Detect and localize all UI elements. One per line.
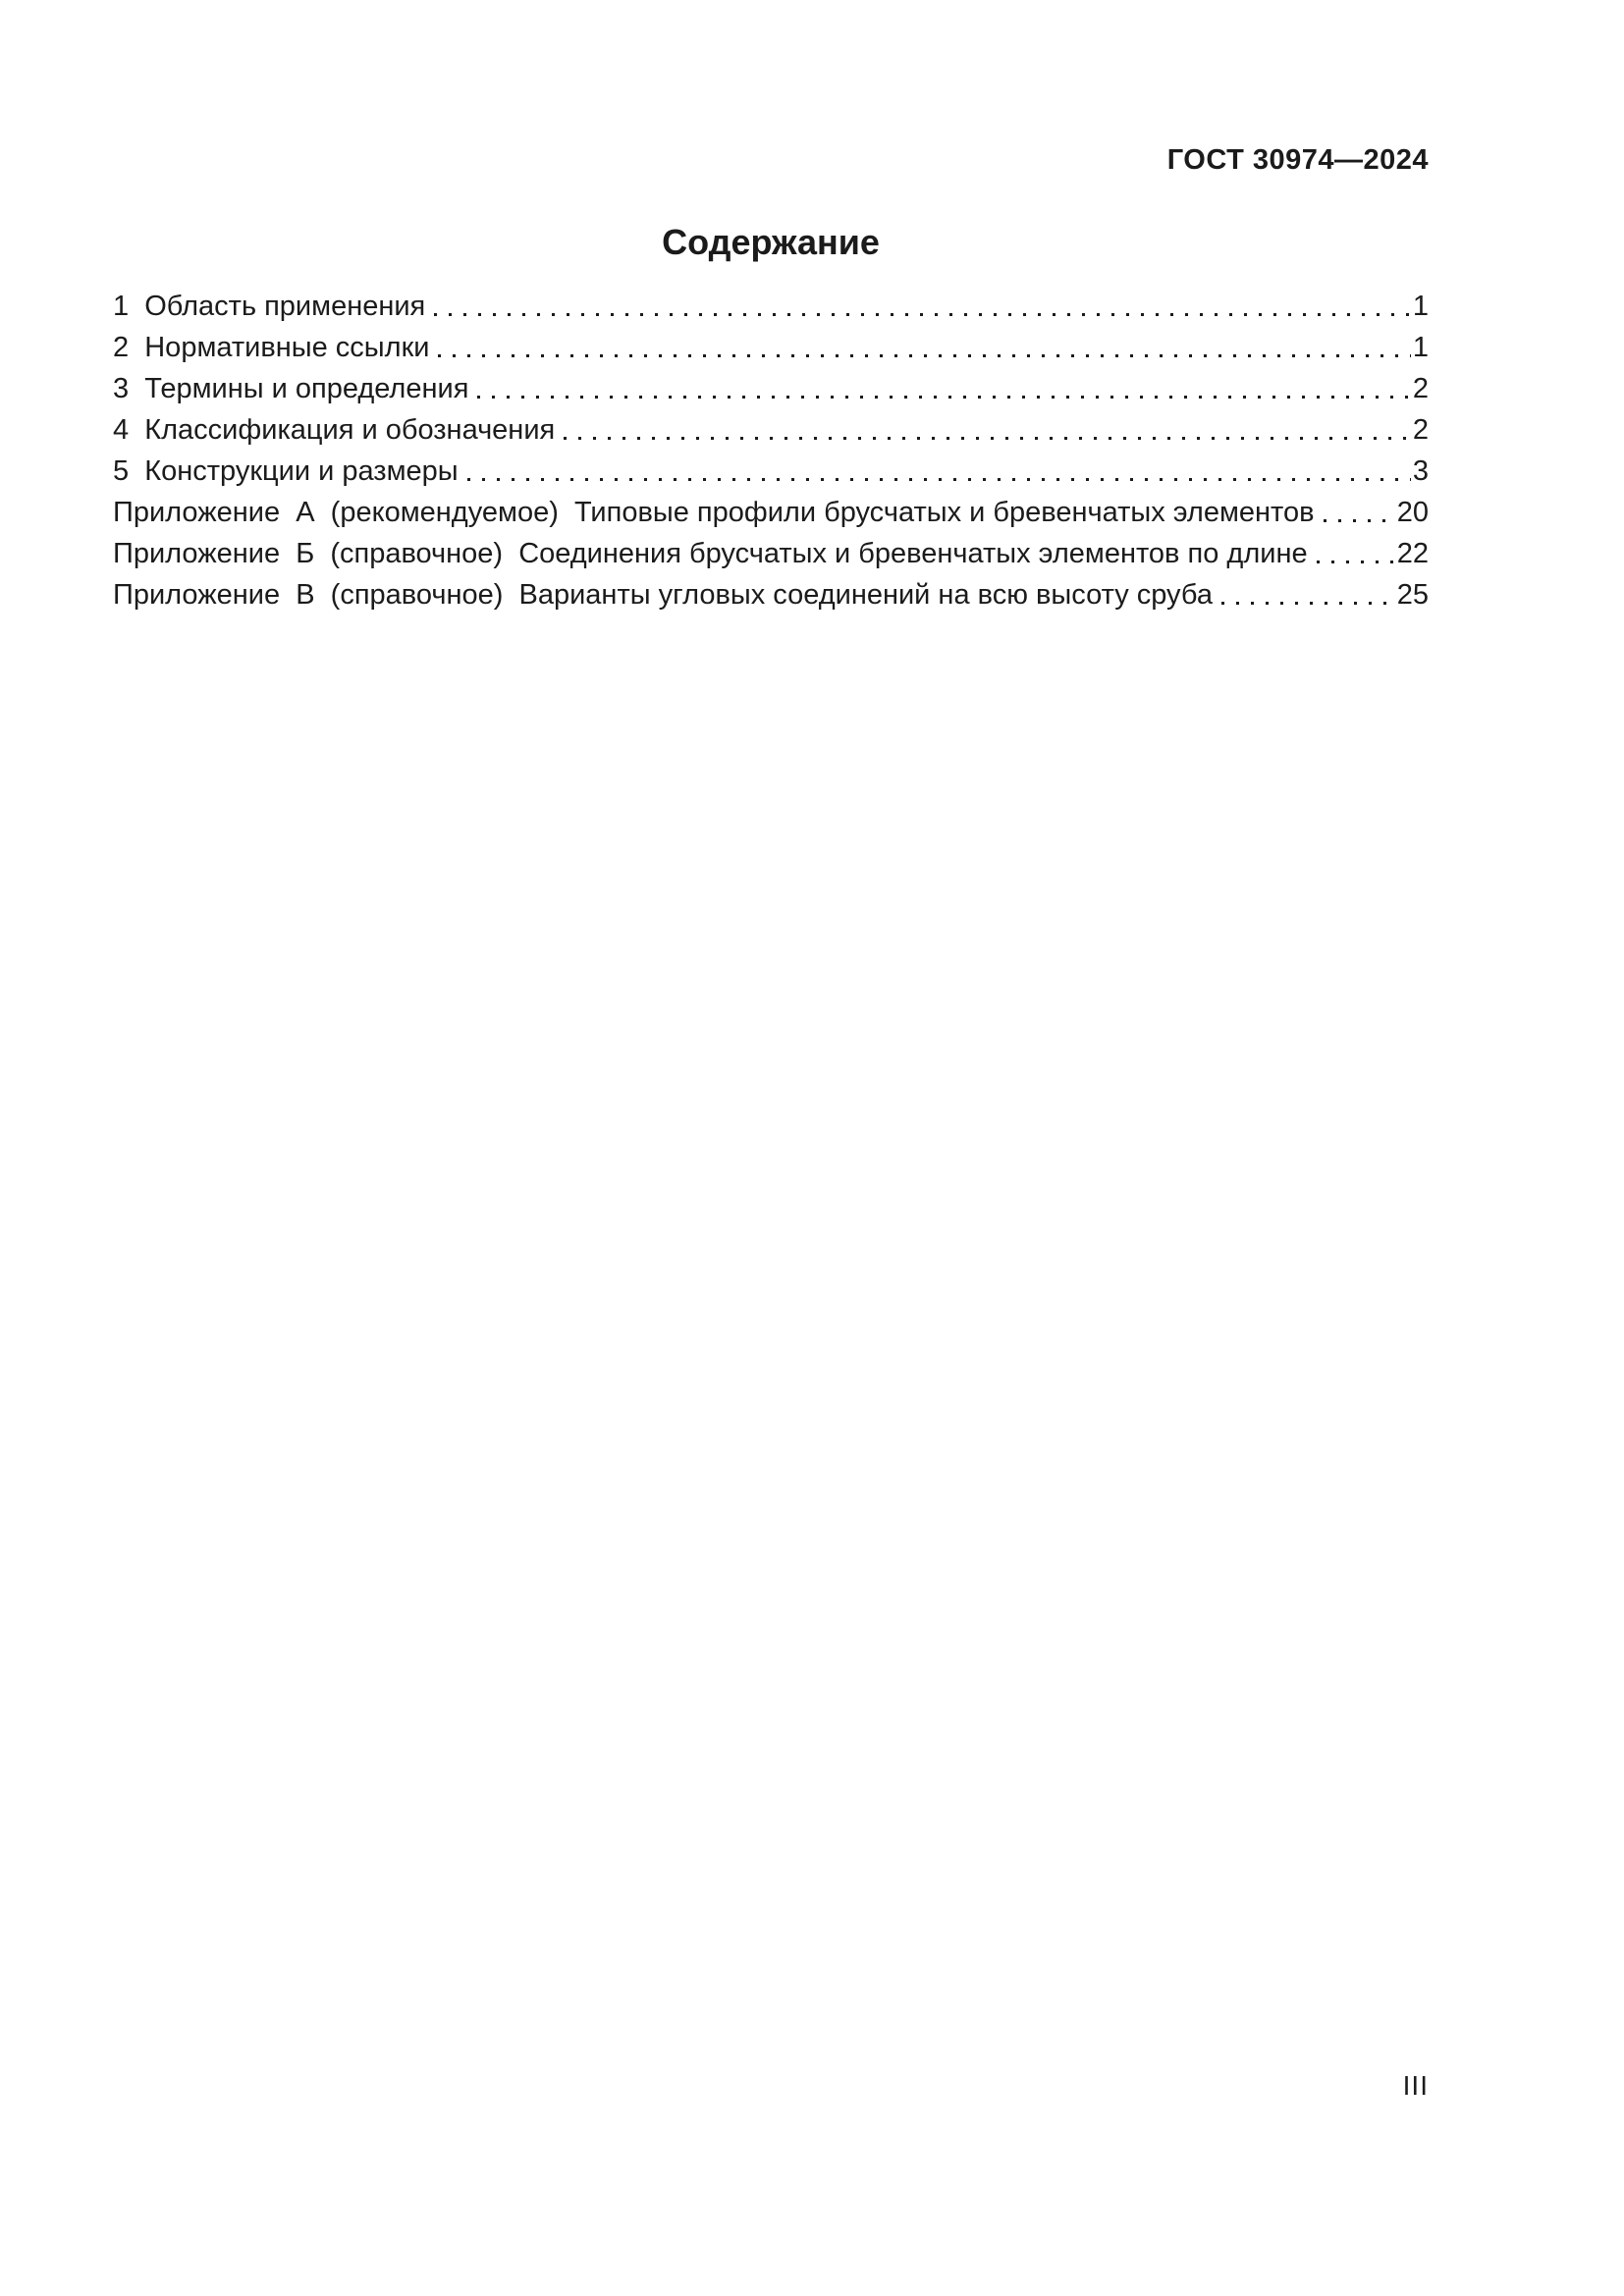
toc-row (113, 533, 1429, 574)
toc-page-number: 1 (1412, 291, 1429, 322)
toc-row (113, 286, 1429, 327)
toc-entry-label: 3 Термины и определения (113, 373, 469, 404)
page-folio-number: III (1402, 2070, 1429, 2101)
dot-leader (429, 327, 1412, 368)
dot-leader (459, 451, 1413, 492)
toc-entry-label: Приложение А (рекомендуемое) Типовые профили брусчатых и бревенчатых элементов (113, 497, 1315, 528)
toc-page-number: 22 (1396, 538, 1429, 569)
toc-page-number: 1 (1412, 332, 1429, 363)
table-of-contents (113, 286, 1429, 615)
toc-page-number: 3 (1412, 455, 1429, 487)
dot-leader (1315, 492, 1397, 533)
toc-row (113, 574, 1429, 615)
toc-row (113, 492, 1429, 533)
toc-row (113, 327, 1429, 368)
toc-row (113, 409, 1429, 451)
dot-leader (425, 286, 1413, 327)
toc-page-number: 2 (1412, 373, 1429, 404)
toc-row (113, 451, 1429, 492)
toc-entry-label: Приложение В (справочное) Варианты угловых соединений на всю высоту сруба (113, 579, 1213, 611)
toc-page-number: 25 (1396, 579, 1429, 611)
dot-leader (1213, 574, 1397, 615)
toc-row (113, 368, 1429, 409)
toc-entry-label: 2 Нормативные ссылки (113, 332, 430, 363)
page-title: Содержание (662, 222, 880, 262)
dot-leader (1308, 533, 1397, 574)
toc-page-number: 20 (1396, 497, 1429, 528)
toc-page-number: 2 (1412, 414, 1429, 446)
toc-entry-label: 4 Классификация и обозначения (113, 414, 556, 446)
dot-leader (555, 409, 1413, 451)
toc-entry-label: 1 Область применения (113, 291, 426, 322)
toc-entry-label: 5 Конструкции и размеры (113, 455, 459, 487)
document-code-header: ГОСТ 30974—2024 (1166, 144, 1429, 176)
toc-entry-label: Приложение Б (справочное) Соединения брусчатых и бревенчатых элементов по длине (113, 538, 1308, 569)
dot-leader (468, 368, 1412, 409)
